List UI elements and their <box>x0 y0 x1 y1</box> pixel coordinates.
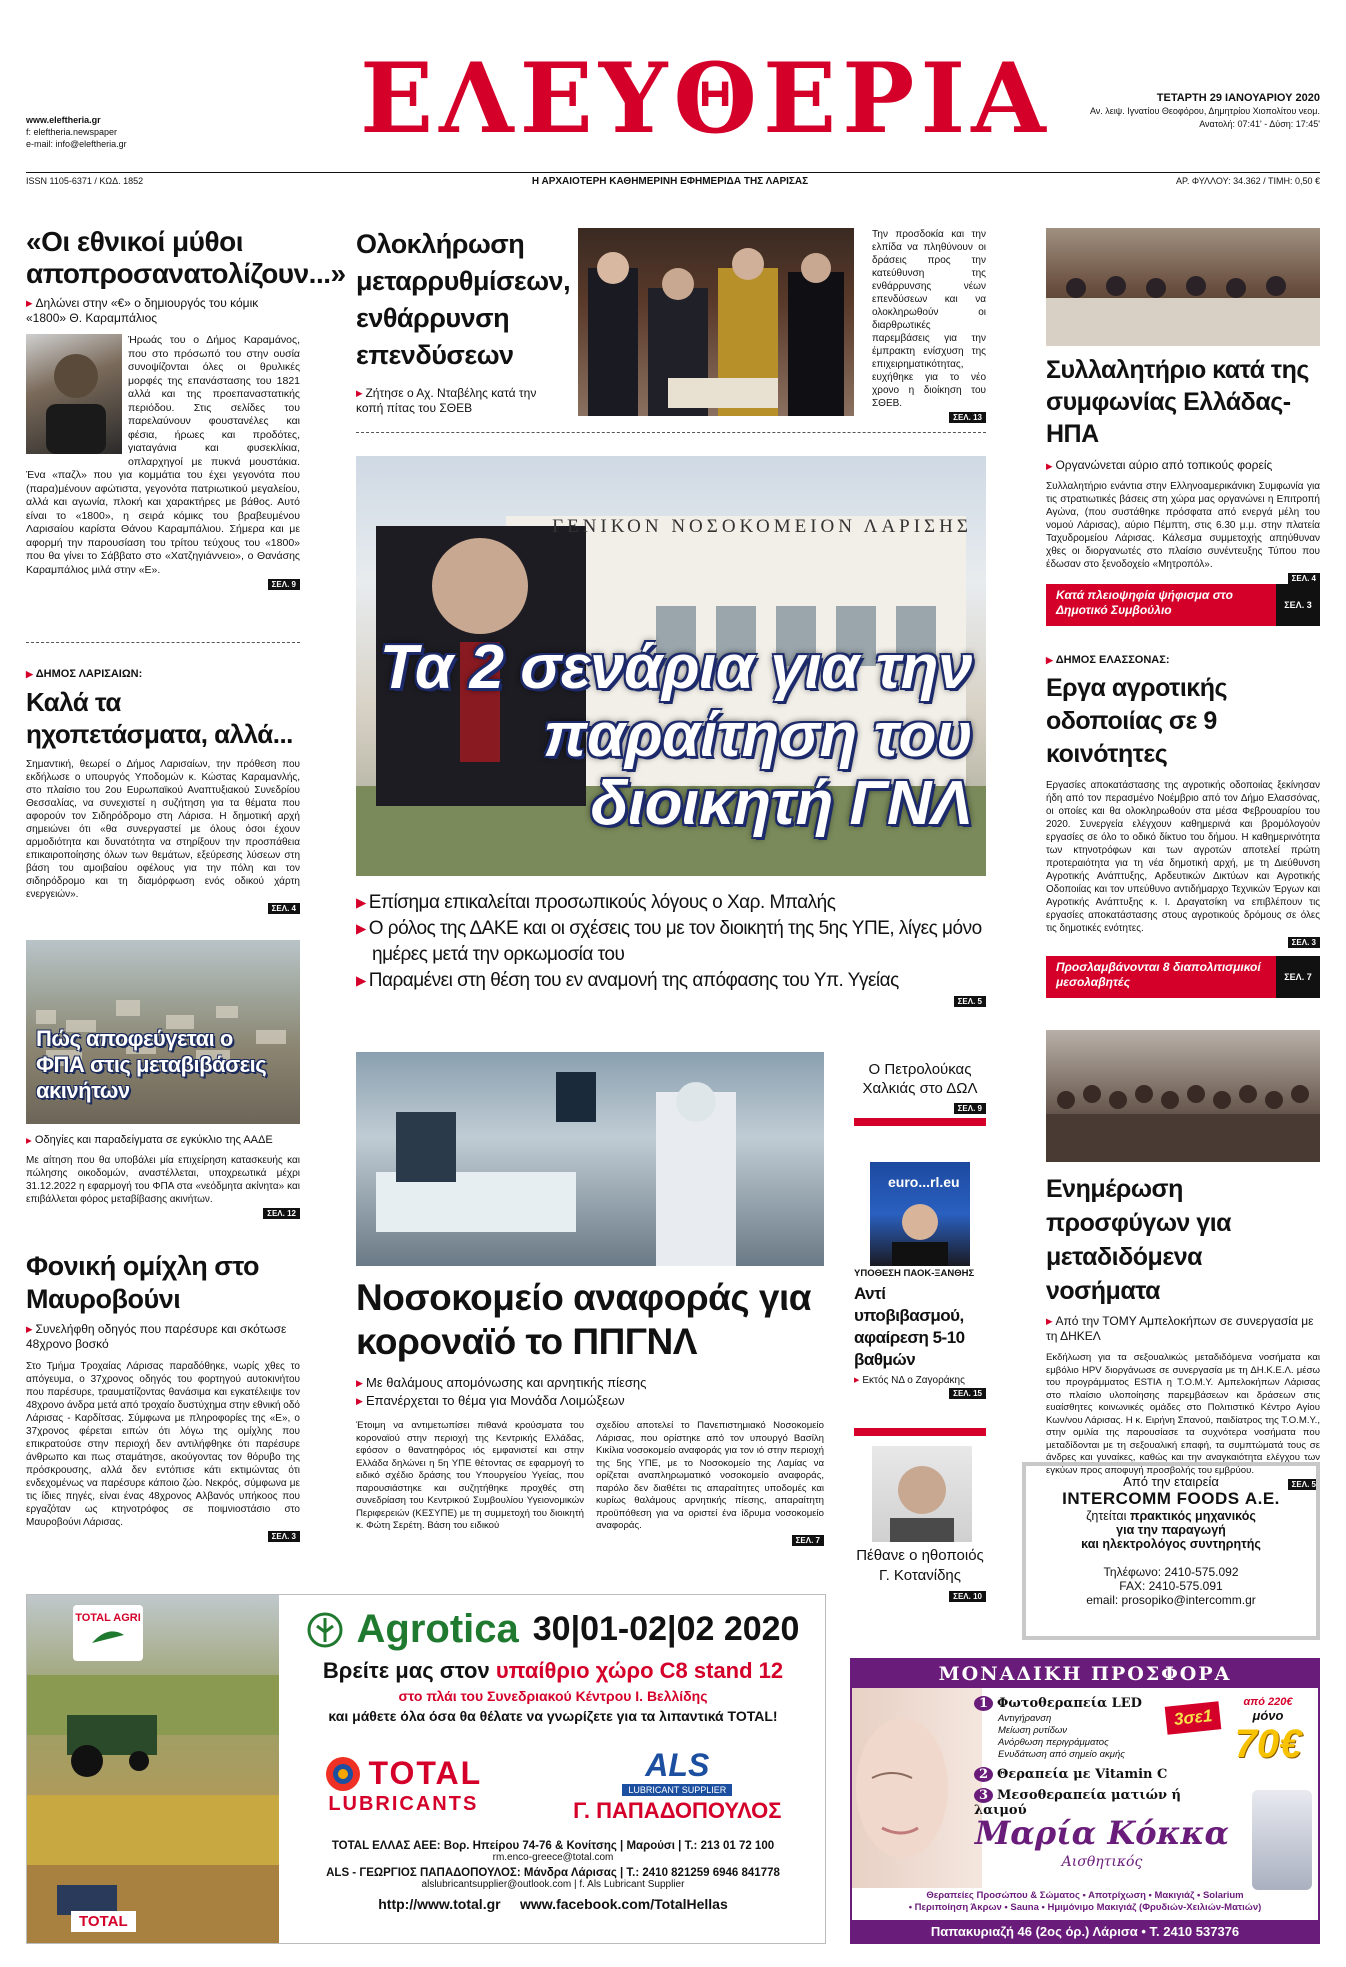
petroloukas-page-ref[interactable]: ΣΕΛ. 9 <box>954 1103 986 1114</box>
kotanidis-photo <box>872 1446 972 1542</box>
kokka-sub-2: Μείωση ρυτίδων <box>998 1725 1067 1736</box>
job-company: INTERCOMM FOODS Α.Ε. <box>1062 1489 1280 1508</box>
elassona-body: Εργασίες αποκατάστασης της αγροτικής οδοποιίας ξεκίνησαν ήδη από τον περασμένο Νοέμβριο από τον Δήμο Ελασσόνας, οι οποίες και θα ολοκληρωθούν στα μέσα Φεβρουαρίου του 2020. Συνεργεία ελέγχουν καθημερινά και βρομόλογούν εργασίες σε όλο το οδικό δίκτυο του δήμου. Η καθημερινότητα των κτηνοτρόφων και των αγροτών αποτελεί πρώτη προτεραιότητα για τη νέα δημοτική αρχή, με τη Διεύθυνση Αγροτικής Ανάπτυξης, Αρδευτικών Δικτύων και Αγροτικής Οδοποιίας και τον υπεύθυνο αντιδήμαρχο Τεχνικών Έργων και Αγροτικής Ανάπτυξης κ. Ι. Δραγατσίκη να επιβλέπουν τις εργασίες αποκατάστασης στους αγροτικούς δρόμους σε όλες τις δημοτικές ενότητες. <box>1046 780 1320 934</box>
reforms-page-ref[interactable]: ΣΕΛ. 13 <box>949 412 986 423</box>
hospital-sign: ΓΕΝΙΚΟΝ ΝΟΣΟΚΟΜΕΙΟΝ ΛΑΡΙΣΗΣ <box>552 516 972 537</box>
article-actor[interactable] <box>854 1546 986 1604</box>
total-swirl-icon <box>324 1755 362 1793</box>
kokka-item2-text: Θεραπεία με Vitamin C <box>997 1767 1168 1782</box>
total-agri-badge <box>73 1605 143 1661</box>
icu-photo <box>356 1052 824 1266</box>
kokka-price-box <box>1222 1696 1314 1765</box>
box-vote-text: Κατά πλειοψηφία ψήφισμα στο Δημοτικό Συμβούλιο <box>1046 584 1276 626</box>
covid-page-ref[interactable]: ΣΕΛ. 7 <box>792 1535 824 1546</box>
refugees-body: Εκδήλωση για τα σεξουαλικώς μεταδιδόμενα νοσήματα και εμβόλιο HPV διοργάνωσε σε συνεργασία με τη ΔΗ.Κ.Ε.Λ. μέσω του προγράμματος ESTIA η Τ.Ο.Μ.Υ. Αμπελοκήπων Λάρισας στο πλαίσιο υλοποίησης παρεμβάσεων και δράσεων στις ευαίσθητες κοινωνικές ομάδες στο Πολιτιστικό Κέντρο Αγίου Κων/νου Λάρισας. Η κ. Ειρήνη Σπανού, παιδίατρος της Τ.Ο.Μ.Υ., στην ομιλία της παρουσίασε τα συχνότερα νοσήματα που μεταδίδονται με τη σεξουαλική επαφή, τα συμπτώματά τους σε άνδρες και γυναίκες, καθώς και την αναγκαιότητα ελέγχου των εγκύων προς αποφυγή προσβολής του εμβρύου. <box>1046 1352 1320 1476</box>
facebook[interactable]: f: eleftheria.newspaper <box>26 127 118 137</box>
actor-title[interactable]: Πέθανε ο ηθοποιός Γ. Κοτανίδης <box>856 1547 984 1584</box>
fog-sub: ▶ Συνελήφθη οδηγός που παρέσυρε και σκότωσε 48χρονο βοσκό <box>26 1322 300 1352</box>
covid-bullet-1: ▶ Με θαλάμους απομόνωσης και αρνητικής πίεσης <box>356 1374 824 1392</box>
email[interactable]: e-mail: info@eleftheria.gr <box>26 139 127 149</box>
kokka-item3-text: Μεσοθεραπεία ματιών ή λαιμού <box>974 1788 1181 1818</box>
agrotica-addr1b[interactable]: rm.enco-greece@total.com <box>492 1852 614 1863</box>
saints: Αν. λειψ. Ιγνατίου Θεοφόρου, Δημητρίου Χιοπολίτου νεομ. <box>1089 106 1320 116</box>
dimos-title[interactable]: Καλά τα ηχοπετάσματα, αλλά... <box>26 687 293 749</box>
job-email[interactable]: email: prosopiko@intercomm.gr <box>1086 1593 1256 1607</box>
website[interactable]: www.eleftheria.gr <box>26 115 101 125</box>
article-fpa[interactable] <box>26 940 300 1219</box>
job-position-1: πρακτικός μηχανικός <box>1129 1509 1256 1523</box>
box-mediators-text: Προσλαμβάνονται 8 διαπολιτισμικοί μεσολαβητές <box>1046 956 1276 998</box>
agrotica-dates: 30|01-02|02 2020 <box>532 1610 800 1648</box>
masthead-rule <box>26 172 1320 173</box>
agrotica-stand: υπαίθριο χώρο C8 stand 12 <box>495 1658 784 1683</box>
kokka-name: Μαρία Κόκκα <box>974 1814 1230 1852</box>
paok-page-ref[interactable]: ΣΕΛ. 15 <box>949 1388 986 1399</box>
reforms-body: Την προσδοκία και την ελπίδα να πληθύνουν οι δράσεις προς την κατεύθυνση της ενθάρρυνσης νέων επενδύσεων και να ολοκληρωθούν οι διαρθρωτικές παρεμβάσεις για την έμπρακτη ενίσχυση της επιχειρηματικότητας, ευχήθηκε για το νέο χρονο η διοίκηση του ΣΘΕΒ. <box>872 229 986 409</box>
agrotica-ad[interactable] <box>26 1594 826 1944</box>
rally-body: Συλλαλητήριο ενάντια στην Ελληνοαμερικάνικη Συμφωνία για τις στρατιωτικές βάσεις στη χώρα μας οργανώνει η Επιτροπή Αγώνα, (που συστάθηκε πρόσφατα από ενεργά μέλη του νομού Λάρισας), αύριο Πέμπτη, στις 6.30 μ.μ. στην πλατεία Ταχυδρομείου Λάρισας. Κάλεσμα συμμετοχής απηύθυναν χθες οι διοργανωτές στο πλαίσιο συνέντευξης Τύπου που έδωσαν στο ξενοδοχείο «Μητροπόλ». <box>1046 481 1320 570</box>
total-logo <box>324 1755 482 1816</box>
agrotica-line1 <box>279 1658 826 1684</box>
covid-body-1: Έτοιμη να αντιμετωπίσει πιθανά κρούσματα του κοροναϊού στην περιοχή της Κεντρικής Ελλάδας, εφόσον ο θανατηφόρος ιός εμφανιστεί και στην Ελλάδα δηλώνει η 5η ΥΠΕ θέτοντας σε εφαρμογή το ειδικό σχέδιο δράσης του Υπουργείου Υγείας, που παρουσιάστηκε και συζητήθηκε προχθές στη συνεδρίαση του Κεντρικού Συμβουλίου Υγειονομικών Περιφερειών (ΚΕΣΥΠΕ) με τη συμμετοχή του διοικητή κ. Φώτη Σερέτη. Βάση του ειδικού <box>356 1420 584 1532</box>
kokka-sub-4: Ενυδάτωση από σημείο ακμής <box>998 1749 1125 1760</box>
kokka-services <box>852 1890 1318 1914</box>
refugees-title[interactable]: Ενημέρωση προσφύγων για μεταδιδόμενα νοσήματα <box>1046 1175 1232 1305</box>
job-position-2: και ηλεκτρολόγος συντηρητής <box>1081 1537 1261 1551</box>
covid-body-cols <box>356 1420 824 1546</box>
myths-title[interactable]: «Οι εθνικοί μύθοι αποπροσανατολίζουν...» <box>26 226 346 289</box>
tractor-scene <box>27 1595 279 1944</box>
kokka-item2: 2 Θεραπεία με Vitamin C <box>974 1767 1194 1782</box>
agrotica-addr1: TOTAL ΕΛΛΑΣ ΑΕΕ: Βορ. Ηπείρου 74-76 & Κονίτσης | Μαρούσι | Τ.: 213 01 72 100 <box>331 1840 775 1852</box>
main-bullet-3: ▶ Παραμένει στη θέση του εν αναμονή της απόφασης του Υπ. Υγείας <box>356 968 986 994</box>
main-bullet-1: ▶ Επίσημα επικαλείται προσωπικούς λόγους ο Χαρ. Μπαλής <box>356 890 986 916</box>
fog-title[interactable]: Φονική ομίχλη στο Μαυροβούνι <box>26 1251 260 1314</box>
main-page-ref[interactable]: ΣΕΛ. 5 <box>954 996 986 1007</box>
euro-screen: euro...rl.eu <box>888 1174 960 1190</box>
agrotica-addr2: ALS - ΓΕΩΡΓΙΟΣ ΠΑΠΑΔΟΠΟΥΛΟΣ: Μάνδρα Λάρισας | Τ.: 2410 821259 6946 841778 <box>326 1867 780 1879</box>
kokka-items <box>974 1696 1194 1818</box>
total-logo-text: TOTAL <box>368 1755 483 1791</box>
logo: ΕΛΕΥΘΕΡΙΑ <box>360 42 1052 155</box>
kokka-offer-badge: 3σε1 <box>1165 1701 1222 1735</box>
job-ad[interactable] <box>1022 1462 1320 1640</box>
pita-cutting-photo <box>578 228 854 416</box>
refugees-page-ref[interactable]: ΣΕΛ. 5 <box>1288 1479 1320 1490</box>
motto: Η ΑΡΧΑΙΟΤΕΡΗ ΚΑΘΗΜΕΡΙΝΗ ΕΦΗΜΕΡΙΔΑ ΤΗΣ ΛΑΡΙΣΑΣ <box>531 176 809 187</box>
kokka-services-1: Θεραπείες Προσώπου & Σώματος • Αποτρίχωση • Μακιγιάζ • Solarium <box>926 1890 1244 1901</box>
kokka-item3: 3 Μεσοθεραπεία ματιών ή λαιμού <box>974 1788 1181 1818</box>
agrotica-line2: στο πλάι του Συνεδριακού Κέντρου Ι. Βελλίδης <box>398 1688 708 1704</box>
fog-body: Στο Τμήμα Τροχαίας Λάρισας παραδόθηκε, νωρίς χθες το απόγευμα, ο 37χρονος οδηγός του φορτηγού αυτοκινήτου που παρέσυρε, τραυματίζοντας θανάσιμα και εγκατέλειψε τον 48χρονο άνδρα μετά από τροχαίο δυστύχημα στην εθνική οδό Λάρισας - Καρδίτσας. Σύμφωνα με πληροφορίες της «Ε», ο 37χρονος φέρεται ειπών ότι λόγω της ομίχλης που επικρατούσε στην περιοχή δεν αντιλήφθηκε ότι παρέσυρε άνθρωπο και πως σταμάτησε, ακούγοντας τον θόρυβο της πρόσκρουσης, αλλά δεν εντόπισε κάτι εκτιμώντας ότι ενδεχομένως να παρέσυρε κάποιο ζώο. Νεκρός, σύμφωνα με τις ίδιες πηγές, είναι ένας 48χρονος Αλβανός υπήκοος που εργαζόταν ως κτηνοτρόφος σε ποιμνιοστάσιο στο Μαυροβούνι Λάρισας. <box>26 1361 300 1529</box>
agrotica-line1a: Βρείτε μας στον <box>322 1658 490 1683</box>
article-reforms[interactable] <box>356 226 571 416</box>
article-petroloukas[interactable] <box>854 1060 986 1116</box>
dimos-page-ref[interactable]: ΣΕΛ. 4 <box>268 903 300 914</box>
rally-title[interactable]: Συλλαλητήριο κατά της συμφωνίας Ελλάδας-ΗΠΑ <box>1046 356 1309 448</box>
divider-paok <box>854 1428 986 1436</box>
main-bullets <box>356 890 986 1007</box>
covid-col2 <box>596 1420 824 1546</box>
portrait-icon <box>26 334 122 454</box>
paok-title[interactable]: Αντί υποβιβασμού, αφαίρεση 5-10 βαθμών <box>854 1284 965 1369</box>
article-paok[interactable] <box>854 1268 986 1399</box>
job-fax: FAX: 2410-575.091 <box>1119 1579 1223 1593</box>
elassona-page-ref[interactable]: ΣΕΛ. 3 <box>1288 937 1320 948</box>
als-sub: LUBRICANT SUPPLIER <box>622 1784 732 1796</box>
dimos-body: Σημαντική, θεωρεί ο Δήμος Λαρισαίων, την πρόθεση που εκδήλωσε ο υπουργός Υποδομών κ. Κώστας Καραμανλής, στο πλαίσιο του 2ου Ευρωπαϊκού Αναπτυξιακού Συνεδρίου Θεσσαλίας, να συνεχιστεί η συζήτηση για τα θέματα που αφορούν τον Σιδηρόδρομο στη Λάρισα. Η δημοτική αρχή σημειώνει ότι «θα συνεργαστεί με όλους όσοι έχουν αρμοδιότητα και δυνατότητα να στηρίξουν την προσπάθεια επικαιροποίησης όλων των θεμάτων, εξεύρεσης λύσεων στη βάση του αμοιβαίου οφέλους για την πόλη και τον σιδηρόδρομο και τη διαμόρφωση ενός οδικού χάρτη ενεργειών». <box>26 759 300 900</box>
kokka-services-2: • Περιποίηση Άκρων • Sauna • Ημιμόνιμο Μακιγιάζ (Φρυδιών-Χειλιών-Ματιών) <box>908 1902 1262 1913</box>
actor-page-ref[interactable]: ΣΕΛ. 10 <box>949 1591 986 1602</box>
box-vote[interactable] <box>1046 584 1320 626</box>
group-scene <box>1046 1030 1320 1162</box>
covid-body-2: σχεδίου αποτελεί το Πανεπιστημιακό Νοσοκομείο Λάρισας, που ορίστηκε από τον υπουργό Βασίλη Κικίλια νοσοκομείο αναφοράς για τον ιό στην περιοχή της 5ης ΥΠΕ, με το Νοσοκομείο της Λαμίας να ορίζεται αναπληρωματικό νοσοκομείο αναφοράς, παρόλο δεν διαθέτει τις απαραίτητες υποδομές και κυρίως θαλάμους αρνητικής πίεσης, απαραίτητη προϋπόθεση για να οριστεί ένα ίδρυμα νοσοκομείο αναφοράς. <box>596 1420 824 1532</box>
agrotica-web[interactable]: http://www.total.gr www.facebook.com/TotalHellas <box>378 1896 728 1912</box>
zagorakis-figure <box>870 1162 970 1266</box>
rally-sub: ▶ Οργανώνεται αύριο από τοπικούς φορείς <box>1046 458 1320 472</box>
covid-bullet-2: ▶ Επανέρχεται το θέμα για Μονάδα Λοιμώξεων <box>356 1392 824 1410</box>
issn: ISSN 1105-6371 / ΚΩΔ. 1852 <box>26 176 144 186</box>
kokka-sub-3: Ανόρθωση περιγράμματος <box>998 1737 1109 1748</box>
article-refugees[interactable] <box>1046 1172 1320 1490</box>
refugee-event-photo <box>1046 1030 1320 1162</box>
myths-sub: ▶ Δηλώνει στην «€» ο δημιουργός του κόμικ «1800» Θ. Καραμπάλιος <box>26 296 300 326</box>
kokka-ad[interactable] <box>850 1658 1320 1944</box>
fpa-overlay[interactable]: Πώς αποφεύγεται ο ΦΠΑ στις μεταβιβάσεις ακινήτων <box>36 1026 267 1103</box>
reforms-title[interactable]: Ολοκλήρωση μεταρρυθμίσεων, ενθάρρυνση επενδύσεων <box>356 229 571 370</box>
divider-l1 <box>26 642 300 643</box>
elassona-title[interactable]: Εργα αγροτικής οδοποιίας σε 9 κοινότητες <box>1046 674 1227 768</box>
date: ΤΕΤΑΡΤΗ 29 ΙΑΝΟΥΑΡΙΟΥ 2020 <box>1156 92 1320 104</box>
dimos-label: ▶ ΔΗΜΟΣ ΛΑΡΙΣΑΙΩΝ: <box>26 668 300 680</box>
kokka-from: από 220€ <box>1243 1696 1293 1708</box>
hospital-photo <box>356 456 986 876</box>
press-scene <box>1046 228 1320 346</box>
agrotica-title: Agrotica <box>356 1607 519 1651</box>
article-myths[interactable] <box>26 226 346 590</box>
divider-c1 <box>356 432 986 433</box>
covid-title[interactable]: Νοσοκομείο αναφοράς για κοροναϊό το ΠΠΓΝΛ <box>356 1277 811 1362</box>
pita-scene <box>578 228 854 416</box>
fog-page-ref[interactable]: ΣΕΛ. 3 <box>268 1531 300 1542</box>
kokka-only: μόνο <box>1252 1708 1284 1723</box>
agrotica-leaf-icon <box>307 1612 343 1648</box>
sun-times: Ανατολή: 07:41' - Δύση: 17:45' <box>1199 119 1320 129</box>
kokka-item1: 1 Φωτοθεραπεία LED <box>974 1696 1194 1711</box>
article-covid[interactable] <box>356 1276 824 1546</box>
contact-block <box>26 114 127 150</box>
agri-photo-column <box>27 1595 279 1944</box>
total-agri-text: TOTAL AGRI <box>75 1612 141 1624</box>
article-rally[interactable] <box>1046 354 1320 584</box>
als-text: ALS <box>645 1746 710 1783</box>
date-block <box>1090 92 1320 131</box>
zagorakis-photo <box>870 1162 970 1266</box>
rally-page-ref[interactable]: ΣΕΛ. 4 <box>1288 573 1320 584</box>
fpa-body: Με αίτηση που θα υποβάλει μία επιχείρηση κατασκευής και πώλησης οικοδομών, αναστέλλεται, υποχρεωτικά μέχρι 31.12.2022 η εφαρμογή του ΦΠΑ στα «νεόδμητα ακίνητα» και επιβάλλεται φόρος μεταβίβασης ακινήτων. <box>26 1155 300 1205</box>
agrotica-content <box>279 1595 826 1944</box>
agri-leaf-icon <box>88 1625 128 1645</box>
kokka-device <box>1252 1790 1312 1890</box>
fpa-page-ref[interactable]: ΣΕΛ. 12 <box>263 1208 300 1219</box>
box-vote-page-ref[interactable]: ΣΕΛ. 3 <box>1276 584 1320 626</box>
kokka-sub-1: Αντιγήρανση <box>998 1713 1052 1724</box>
agrotica-addr2b[interactable]: alslubricantsupplier@outlook.com | f. Als Lubricant Supplier <box>421 1879 685 1890</box>
total-footer-logo: TOTAL <box>71 1911 136 1932</box>
main-headline[interactable]: Τα 2 σενάρια για την παραίτηση του διοικητή ΓΝΛ <box>379 633 972 838</box>
job-tel[interactable]: Τηλέφωνο: 2410-575.092 <box>1103 1565 1239 1579</box>
agrotica-line3: και μάθετε όλα όσα θα θέλατε να γνωρίζετε για τα λιπαντικά TOTAL! <box>328 1708 778 1724</box>
kokka-header: ΜΟΝΑΔΙΚΗ ΠΡΟΣΦΟΡΑ <box>852 1660 1318 1688</box>
kokka-item1-text: Φωτοθεραπεία LED <box>997 1696 1142 1711</box>
masthead <box>0 0 1346 190</box>
paok-sub: ▶ Εκτός ΝΔ ο Ζαγοράκης <box>854 1375 986 1386</box>
myths-body-wrap <box>26 334 300 590</box>
paok-label: ΥΠΟΘΕΣΗ ΠΑΟΚ-ΞΑΝΘΗΣ <box>854 1268 975 1279</box>
job-wanted: ζητείται <box>1086 1509 1127 1523</box>
article-elassona[interactable] <box>1046 654 1320 948</box>
kotanidis-figure <box>872 1446 972 1542</box>
divider-petroloukas <box>854 1118 986 1126</box>
covid-bullets <box>356 1374 824 1410</box>
als-name: Γ. ΠΑΠΑΔΟΠΟΥΛΟΣ <box>573 1797 782 1823</box>
agrotica-logos <box>279 1736 826 1834</box>
icu-scene <box>356 1052 824 1266</box>
refugees-sub: ▶ Από την ΤΟΜΥ Αμπελοκήπων σε συνεργασία με τη ΔΗΚΕΛ <box>1046 1314 1320 1344</box>
article-fog[interactable] <box>26 1250 300 1542</box>
press-conference-photo <box>1046 228 1320 346</box>
agrotica-headline <box>279 1607 826 1652</box>
main-bullet-2: ▶ Ο ρόλος της ΔΑΚΕ και οι σχέσεις του με τον διοικητή της 5ης ΥΠΕ, λίγες μόνο ημέρες μετά την ορκωμοσία του <box>356 916 986 968</box>
reforms-sub: ▶ Ζήτησε ο Αχ. Νταβέλης κατά την κοπή πίτας του ΣΘΕΒ <box>356 386 561 416</box>
reforms-body-wrap <box>872 228 986 423</box>
article-dimos[interactable] <box>26 668 300 914</box>
kokka-price: 70€ <box>1234 1722 1302 1766</box>
myths-page-ref[interactable]: ΣΕΛ. 9 <box>268 579 300 590</box>
aerial-city-photo <box>26 940 300 1124</box>
myths-body: Ήρωάς του ο Δήμος Καραμάνος, που στο πρόσωπό του στην ουσία συνοψίζονται όλες οι θρυλικές μορφές της επανάστασης του 1821 αλλά και της προεπαναστατικής περιόδου. Στις σελίδες του παρελαύνουν φουστανέλες και φέσια, ήρωες και προδότες, γιαταγάνια και φυσεκλίκια, οπλαρχηγοί με πυκνά μουστάκια. Ένα «παζλ» που για κομμάτια του έχει γεγονότα που (παρα)μένουν αφώτιστα, γεγονότα πατριωτικού μεγαλείου, αλλά και αγωνία, πλοκή και χαρακτήρες με βάθος. Αυτό είναι το «1800», η σειρά κόμικς του βραβευμένου Λαρισαίου καρίστα Θάνου Καραμπάλιου. Σήμερα και με αφορμή την παρουσίαση του τρίτου τεύχους του «1800» που θα γίνει το Σάββατο στο «Χατζηγιάννειο», ο Θανάσης Καραμπάλιος μιλά στην «Ε». <box>26 334 300 576</box>
job-from: Από την εταιρεία <box>1123 1474 1219 1489</box>
issue-price: ΑΡ. ΦΥΛΛΟΥ: 34.362 / ΤΙΜΗ: 0,50 € <box>1175 176 1320 186</box>
kokka-title: Αισθητικός <box>1061 1854 1143 1870</box>
box-mediators-page-ref[interactable]: ΣΕΛ. 7 <box>1276 956 1320 998</box>
als-logo <box>573 1747 781 1824</box>
elassona-label: ▶ ΔΗΜΟΣ ΕΛΑΣΣΟΝΑΣ: <box>1046 654 1320 666</box>
job-line2: για την παραγωγή <box>1116 1523 1226 1537</box>
fpa-sub: ▶ Οδηγίες και παραδείγματα σε εγκύκλιο της ΑΑΔΕ <box>26 1134 300 1146</box>
petroloukas-title[interactable]: Ο Πετρολούκας Χαλκιάς στο ΔΩΛ <box>862 1061 978 1097</box>
lubricants-text: LUBRICANTS <box>328 1792 479 1815</box>
box-mediators[interactable] <box>1046 956 1320 998</box>
kokka-item1-subs <box>974 1713 1194 1761</box>
kokka-address[interactable]: Παπακυριαζή 46 (2ος όρ.) Λάρισα • Τ. 2410 537376 <box>852 1920 1318 1944</box>
portrait-karampalios <box>26 334 122 454</box>
